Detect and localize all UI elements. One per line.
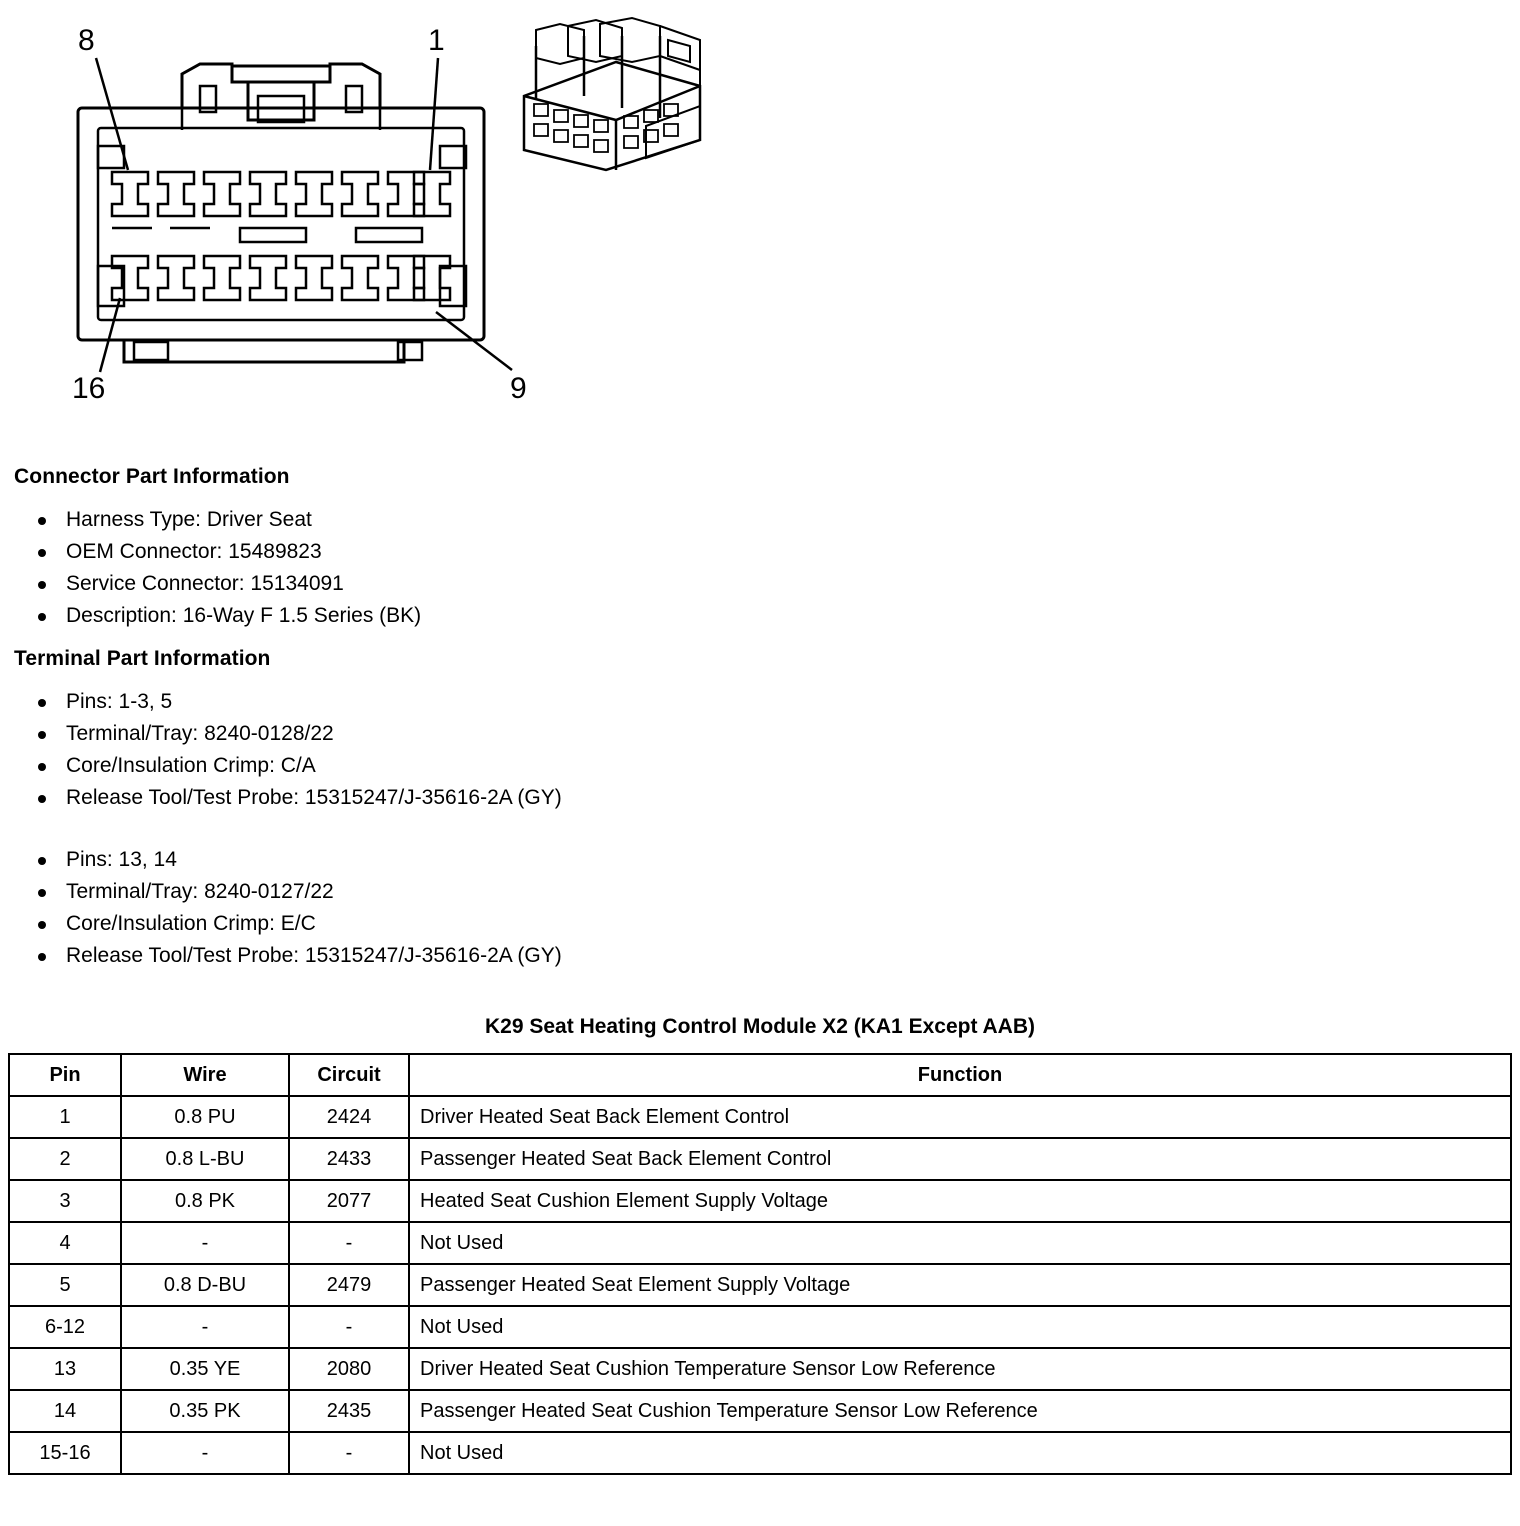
list-item: Core/Insulation Crimp: C/A [0, 751, 1520, 781]
table-row [9, 1138, 1511, 1180]
cell-pin: 14 [9, 1390, 121, 1432]
list-item: Pins: 13, 14 [0, 845, 1520, 875]
connector-part-information-heading: Connector Part Information [14, 465, 290, 488]
cell-function: Passenger Heated Seat Back Element Control [409, 1138, 1511, 1180]
cell-wire: 0.8 L-BU [121, 1138, 289, 1180]
callout-9: 9 [510, 372, 527, 405]
list-item: Terminal/Tray: 8240-0128/22 [0, 719, 1520, 749]
list-item: Pins: 1-3, 5 [0, 687, 1520, 717]
cell-wire: 0.8 PU [121, 1096, 289, 1138]
column-header-pin: Pin [9, 1054, 121, 1096]
table-row [9, 1432, 1511, 1474]
terminal-part-information-heading: Terminal Part Information [14, 647, 271, 670]
table-row [9, 1306, 1511, 1348]
cell-function: Heated Seat Cushion Element Supply Voltage [409, 1180, 1511, 1222]
column-header-wire: Wire [121, 1054, 289, 1096]
cell-circuit: - [289, 1432, 409, 1474]
cell-pin: 13 [9, 1348, 121, 1390]
list-item: Core/Insulation Crimp: E/C [0, 909, 1520, 939]
table-row [9, 1348, 1511, 1390]
callout-16: 16 [72, 372, 106, 405]
column-header-circuit: Circuit [289, 1054, 409, 1096]
connector-part-information-list [0, 505, 1520, 631]
cell-circuit: 2080 [289, 1348, 409, 1390]
list-item: Release Tool/Test Probe: 15315247/J-35616-2A (GY) [0, 783, 1520, 813]
cell-wire: 0.35 PK [121, 1390, 289, 1432]
list-item: Service Connector: 15134091 [0, 569, 1520, 599]
cell-wire: - [121, 1432, 289, 1474]
table-row [9, 1180, 1511, 1222]
list-item: OEM Connector: 15489823 [0, 537, 1520, 567]
connector-diagram [0, 0, 1520, 440]
terminal-part-information-group-2 [0, 845, 1520, 971]
list-item: Release Tool/Test Probe: 15315247/J-35616-2A (GY) [0, 941, 1520, 971]
cell-function: Driver Heated Seat Cushion Temperature Sensor Low Reference [409, 1348, 1511, 1390]
pin-table [8, 1053, 1512, 1475]
cell-wire: - [121, 1222, 289, 1264]
table-row [9, 1264, 1511, 1306]
list-item: Harness Type: Driver Seat [0, 505, 1520, 535]
table-row [9, 1390, 1511, 1432]
cell-circuit: 2479 [289, 1264, 409, 1306]
cell-pin: 6-12 [9, 1306, 121, 1348]
list-item: Description: 16-Way F 1.5 Series (BK) [0, 601, 1520, 631]
callout-1: 1 [428, 24, 445, 57]
cell-circuit: 2424 [289, 1096, 409, 1138]
cell-circuit: 2433 [289, 1138, 409, 1180]
cell-wire: 0.8 PK [121, 1180, 289, 1222]
pin-table-section [0, 1015, 1520, 1475]
table-row [9, 1222, 1511, 1264]
list-item: Terminal/Tray: 8240-0127/22 [0, 877, 1520, 907]
cell-pin: 4 [9, 1222, 121, 1264]
pin-table-title: K29 Seat Heating Control Module X2 (KA1 Except AAB) [485, 1015, 1035, 1038]
cell-function: Not Used [409, 1306, 1511, 1348]
cell-circuit: 2077 [289, 1180, 409, 1222]
cell-function: Passenger Heated Seat Cushion Temperature Sensor Low Reference [409, 1390, 1511, 1432]
cell-circuit: - [289, 1306, 409, 1348]
cell-wire: - [121, 1306, 289, 1348]
callout-8: 8 [78, 24, 95, 57]
cell-pin: 1 [9, 1096, 121, 1138]
cell-circuit: 2435 [289, 1390, 409, 1432]
cell-circuit: - [289, 1222, 409, 1264]
cell-function: Not Used [409, 1222, 1511, 1264]
cell-function: Driver Heated Seat Back Element Control [409, 1096, 1511, 1138]
column-header-function: Function [409, 1054, 1511, 1096]
cell-function: Passenger Heated Seat Element Supply Voltage [409, 1264, 1511, 1306]
table-row [9, 1096, 1511, 1138]
document-body [0, 465, 1520, 1475]
terminal-part-information-group-1 [0, 687, 1520, 813]
cell-wire: 0.35 YE [121, 1348, 289, 1390]
cell-wire: 0.8 D-BU [121, 1264, 289, 1306]
cell-pin: 15-16 [9, 1432, 121, 1474]
cell-pin: 5 [9, 1264, 121, 1306]
cell-function: Not Used [409, 1432, 1511, 1474]
table-header-row [9, 1054, 1511, 1096]
cell-pin: 3 [9, 1180, 121, 1222]
cell-pin: 2 [9, 1138, 121, 1180]
